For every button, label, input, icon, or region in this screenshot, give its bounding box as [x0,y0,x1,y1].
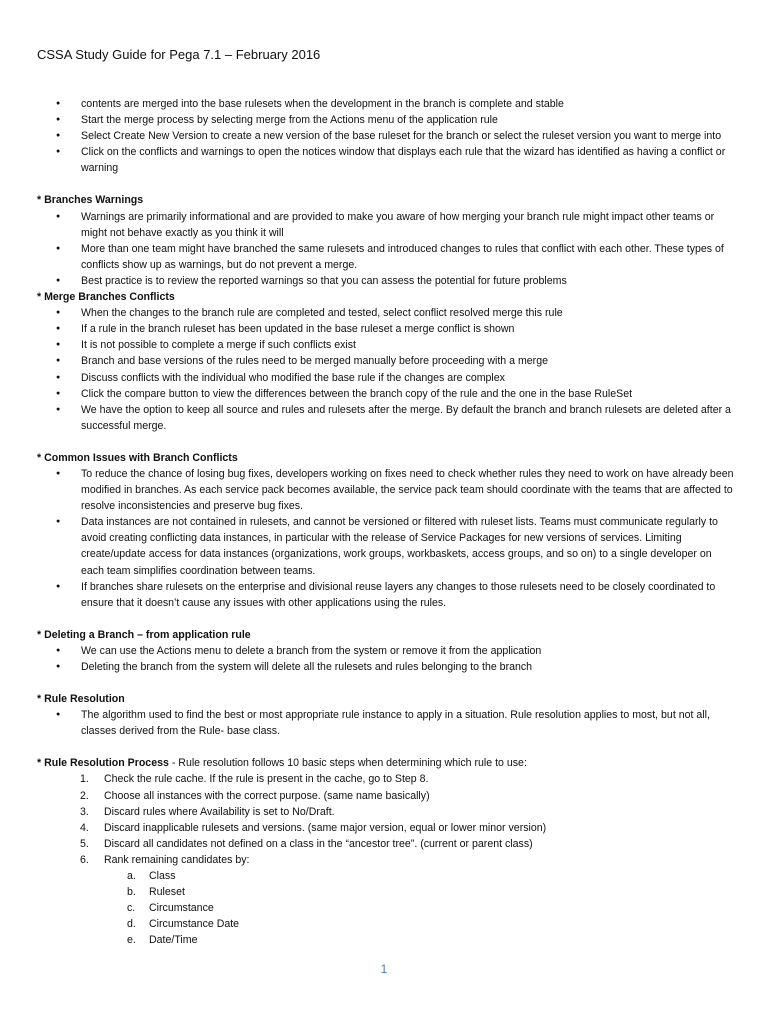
substep-letter: c. [127,902,136,915]
step-number: 5. [80,837,89,850]
step-number: 6. [80,853,89,866]
page-number: 1 [380,962,388,976]
list-item [37,836,737,852]
substep-letter: e. [127,934,136,947]
list-item [37,916,737,932]
step-text: Rank remaining candidates by: [104,853,250,866]
list-item [37,868,737,884]
substep-letter: a. [127,870,136,883]
list-item: ● When the changes to the branch rule are completed and tested, select conflict resolved merge this rule [37,305,737,321]
list-item [37,932,737,948]
list-item: ● We can use the Actions menu to delete a branch from the system or remove it from the application [37,643,737,659]
list-item [37,788,737,804]
page-header: CSSA Study Guide for Pega 7.1 – February 2016 [37,47,321,62]
step-text: Discard inapplicable rulesets and versions. (same major version, equal or lower minor version) [104,821,547,834]
process-steps-list [37,771,737,868]
list-item: ● Warnings are primarily informational and are provided to make you aware of how merging your branch rule might impact other teams or might not behave exactly as you think it will [37,209,737,241]
list-item: ● Data instances are not contained in rulesets, and cannot be versioned or filtered with ruleset lists. Teams must communicate regularly to avoid creating conflicting data instances, in particular with the release of Service Packages for new versions of services. Limiting create/update access for data instances (organizations, work groups, workbaskets, access groups, and so on) to a single developer on each team simplifies coordination between teams. [37,514,737,578]
list-item [37,771,737,787]
substep-text: Date/Time [149,934,198,947]
list-item: ● If a rule in the branch ruleset has been updated in the base ruleset a merge conflict is shown [37,321,737,337]
rank-criteria-list [37,868,737,948]
substep-text: Class [149,870,176,883]
section-heading-merge-branches-conflicts: * Merge Branches Conflicts [37,291,175,304]
step-text: Discard all candidates not defined on a class in the “ancestor tree”. (current or parent class) [104,837,533,850]
list-item: ● If branches share rulesets on the enterprise and divisional reuse layers any changes to those rulesets need to be closely coordinated to ensure that it doesn’t cause any issues with other applications using the rules. [37,579,737,611]
step-number: 4. [80,821,89,834]
list-item: ● More than one team might have branched the same rulesets and introduced changes to rules that conflict with each other. These types of conflicts show up as warnings, but do not prevent a merge. [37,241,737,273]
step-number: 1. [80,773,89,786]
branches-warnings-list [37,209,737,289]
list-item [37,884,737,900]
section-heading-deleting-branch: * Deleting a Branch – from application rule [37,628,251,641]
common-issues-list [37,466,737,611]
list-item: ● The algorithm used to find the best or most appropriate rule instance to apply in a situation. Rule resolution applies to most, but not all, classes derived from the Rule- base class. [37,707,737,739]
list-item: ● contents are merged into the base rulesets when the development in the branch is complete and stable [37,96,737,112]
list-item: ● Click on the conflicts and warnings to open the notices window that displays each rule that the wizard has identified as having a conflict or warning [37,144,737,176]
document-body [37,96,737,949]
list-item [37,900,737,916]
list-item: ● Discuss conflicts with the individual who modified the base rule if the changes are complex [37,370,737,386]
substep-letter: d. [127,918,136,931]
list-item: ● Branch and base versions of the rules need to be merged manually before proceeding with a merge [37,353,737,369]
section-heading-branches-warnings: * Branches Warnings [37,194,144,207]
substep-letter: b. [127,886,136,899]
step-text: Check the rule cache. If the rule is present in the cache, go to Step 8. [104,773,429,786]
step-number: 3. [80,805,89,818]
step-number: 2. [80,789,89,802]
list-item: ● Start the merge process by selecting merge from the Actions menu of the application rule [37,112,737,128]
section-heading-rule-resolution: * Rule Resolution [37,693,125,706]
substep-text: Ruleset [149,886,185,899]
intro-bullet-list [37,96,737,176]
list-item [37,804,737,820]
step-text: Choose all instances with the correct purpose. (same name basically) [104,789,430,802]
rule-resolution-list [37,707,737,739]
deleting-branch-list [37,643,737,675]
list-item: ● Deleting the branch from the system will delete all the rulesets and rules belonging to the branch [37,659,737,675]
step-text: Discard rules where Availability is set to No/Draft. [104,805,335,818]
substep-text: Circumstance Date [149,918,240,931]
section-heading-common-issues: * Common Issues with Branch Conflicts [37,451,238,464]
list-item [37,852,737,868]
list-item: ● Best practice is to review the reported warnings so that you can assess the potential for future problems [37,273,737,289]
process-heading-rest: - Rule resolution follows 10 basic steps when determining which rule to use: [168,757,527,770]
process-heading-bold: * Rule Resolution Process [37,757,169,770]
list-item: ● To reduce the chance of losing bug fixes, developers working on fixes need to check whether rules they need to work on have already been modified in branches. As each service pack becomes available, the service pack team should coordinate with the teams that are affected to resolve inconsistencies and preserve bug fixes. [37,466,737,514]
list-item: ● We have the option to keep all source and rules and rulesets after the merge. By default the branch and branch rulesets are deleted after a successful merge. [37,402,737,434]
list-item: ● Select Create New Version to create a new version of the base ruleset for the branch or select the ruleset version you want to merge into [37,128,737,144]
list-item: ● Click the compare button to view the differences between the branch copy of the rule and the one in the base RuleSet [37,386,737,402]
list-item [37,820,737,836]
substep-text: Circumstance [149,902,214,915]
merge-conflicts-list [37,305,737,434]
list-item: ● It is not possible to complete a merge if such conflicts exist [37,337,737,353]
section-heading-rule-resolution-process [37,755,737,771]
